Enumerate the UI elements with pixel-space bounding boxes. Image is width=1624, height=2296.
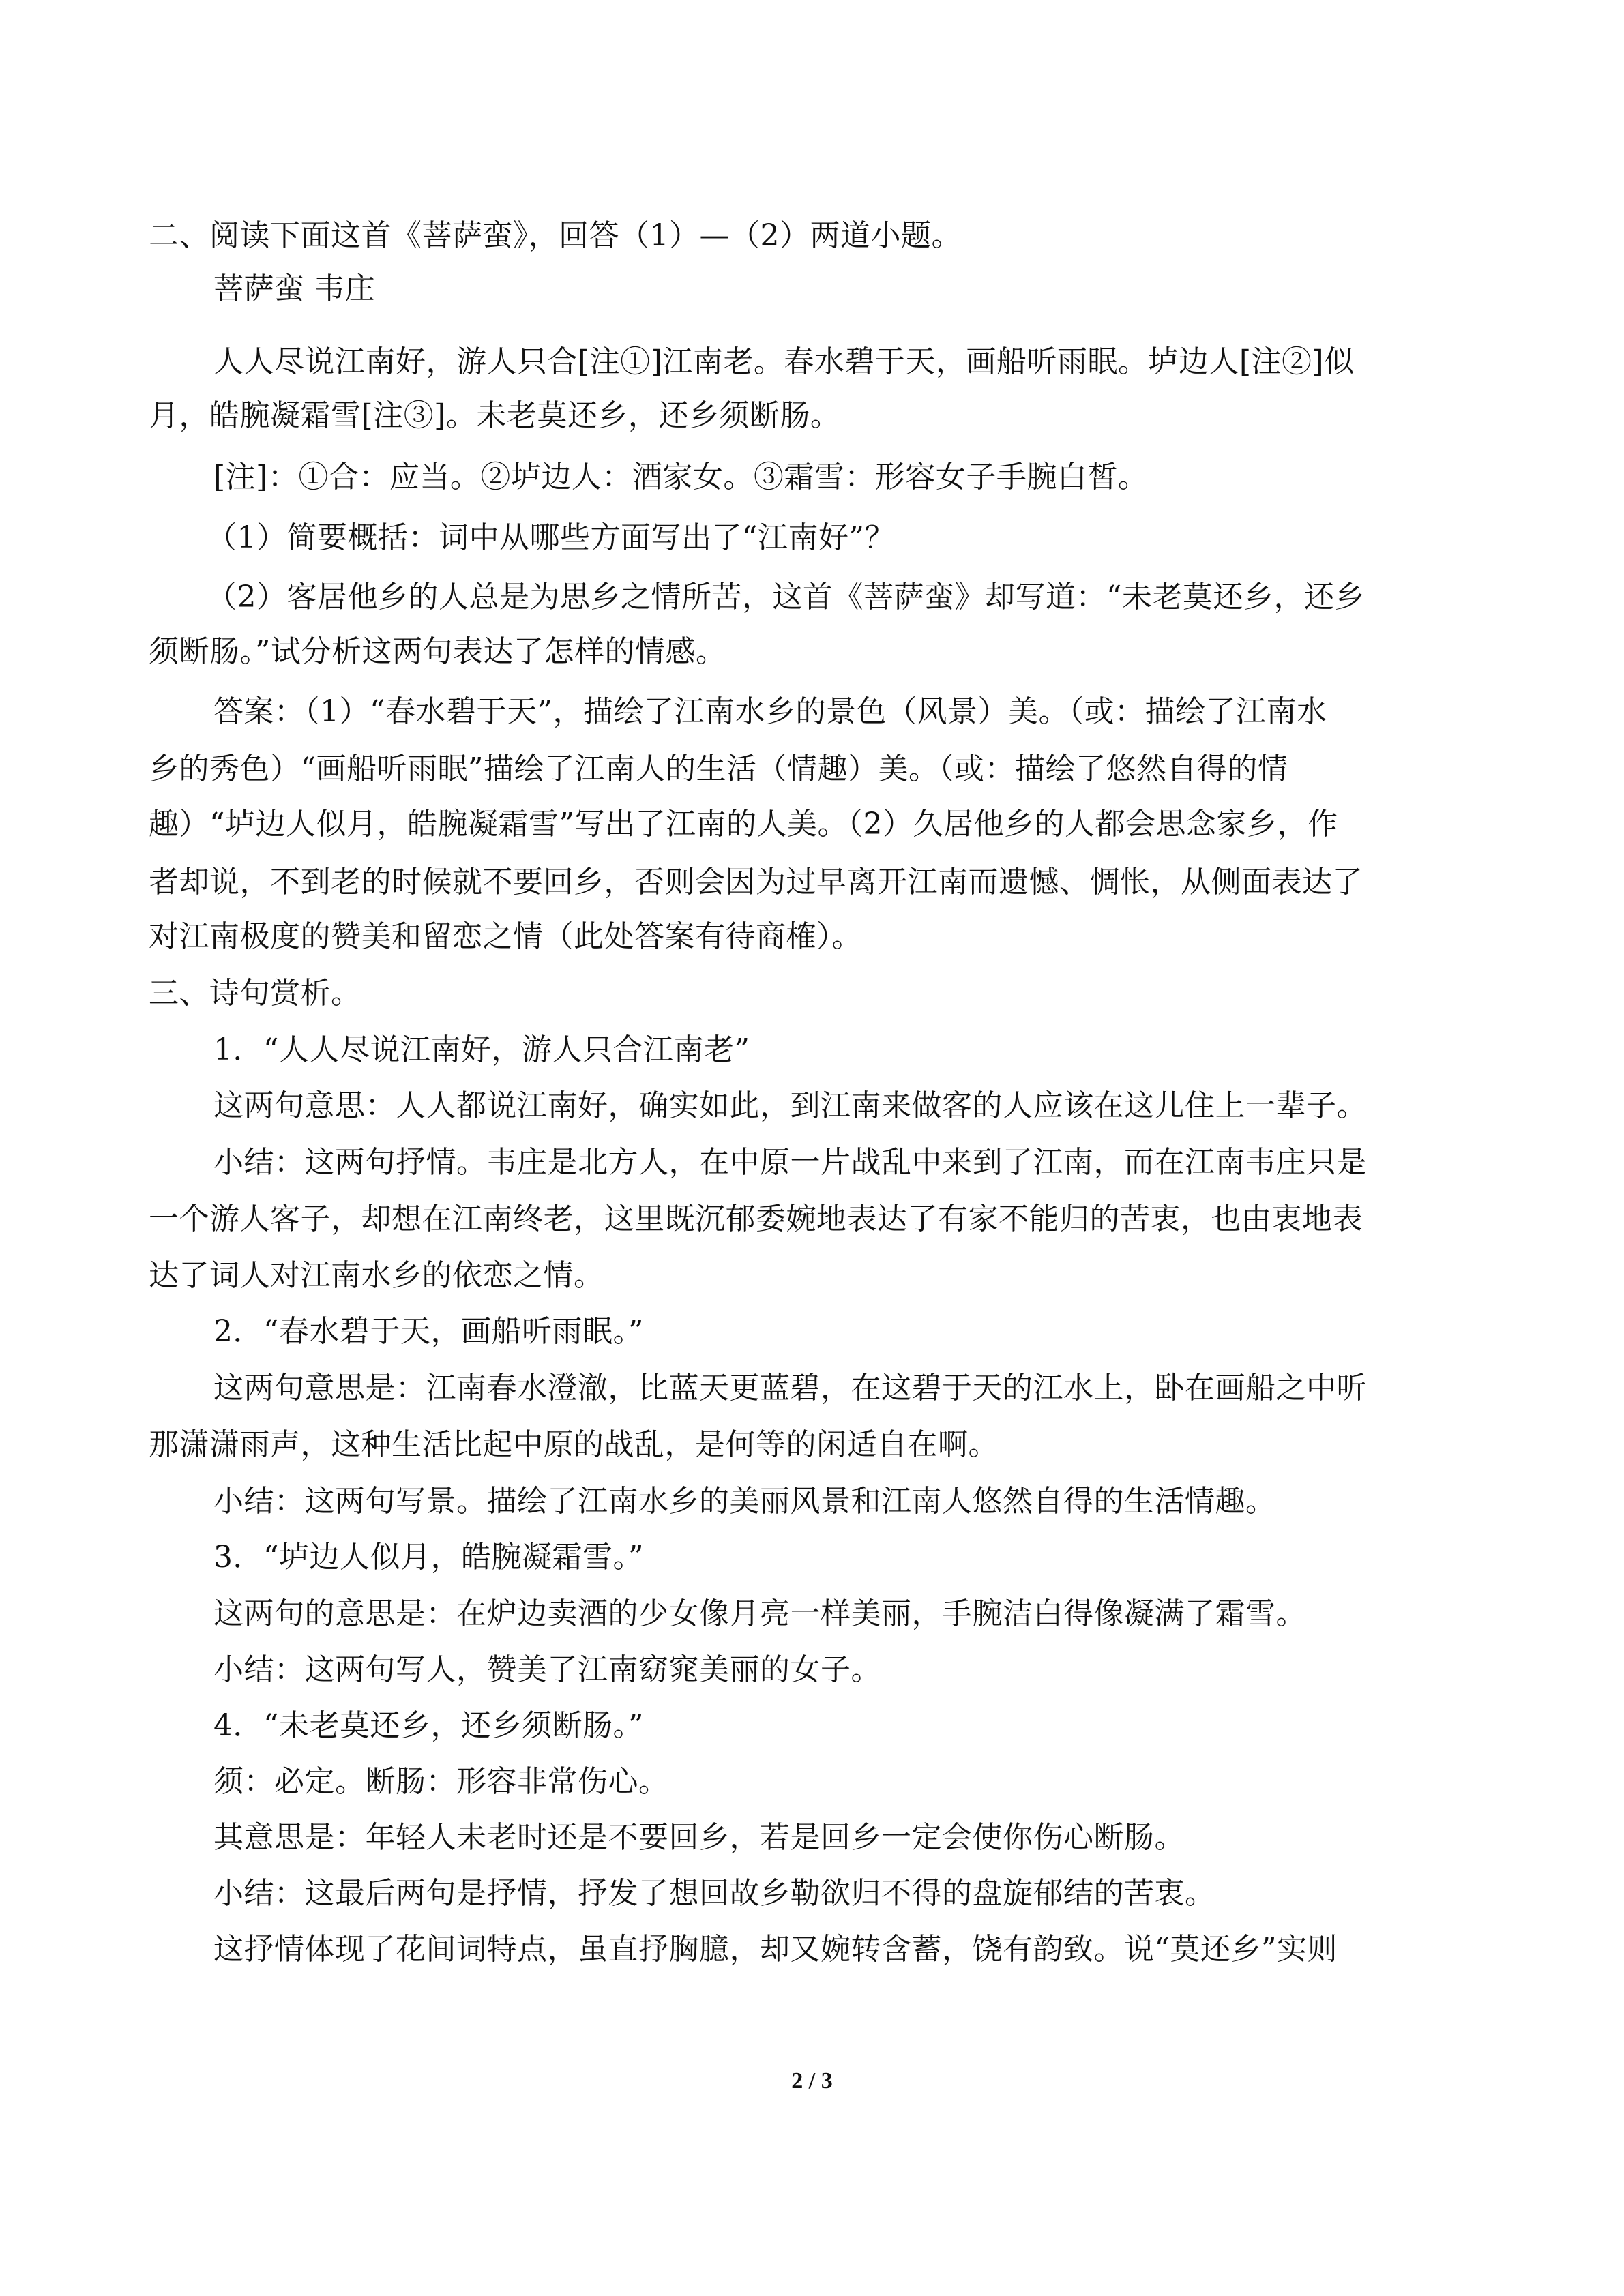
answer-line: 者却说，不到老的时候就不要回乡，否则会因为过早离开江南而遗憾、惆怅，从侧面表达了 [149, 865, 1363, 899]
item-2-meaning: 那潇潇雨声，这种生活比起中原的战乱，是何等的闲适自在啊。 [149, 1427, 999, 1462]
item-4-title: 4．“未老莫还乡，还乡须断肠。” [213, 1708, 644, 1743]
question-2-line: （2）客居他乡的人总是为思乡之情所苦，这首《菩萨蛮》却写道：“未老莫还乡，还乡 [207, 580, 1365, 614]
answer-line: 趣）“垆边人似月，皓腕凝霜雪”写出了江南的人美。（2）久居他乡的人都会思念家乡，作 [149, 807, 1338, 841]
poem-title: 菩萨蛮 韦庄 [213, 271, 375, 306]
section3-heading: 三、诗句赏析。 [149, 976, 361, 1011]
item-4-more: 这抒情体现了花间词特点，虽直抒胸臆，却又婉转含蓄，饶有韵致。说“莫还乡”实则 [213, 1932, 1338, 1967]
poem-line: 人人尽说江南好，游人只合[注①]江南老。春水碧于天，画船听雨眠。垆边人[注②]似 [213, 344, 1355, 379]
answer-line: 乡的秀色）“画船听雨眠”描绘了江南人的生活（情趣）美。（或：描绘了悠然自得的情 [149, 751, 1288, 786]
item-3-title: 3．“垆边人似月，皓腕凝霜雪。” [213, 1540, 644, 1575]
section2-heading: 二、阅读下面这首《菩萨蛮》，回答（1）—（2）两道小题。 [149, 218, 962, 253]
item-2-meaning: 这两句意思是：江南春水澄澈，比蓝天更蓝碧，在这碧于天的江水上，卧在画船之中听 [213, 1371, 1367, 1405]
answer-line: 答案：（1）“春水碧于天”，描绘了江南水乡的景色（风景）美。（或：描绘了江南水 [213, 694, 1327, 729]
item-4-gloss: 须：必定。断肠：形容非常伤心。 [213, 1764, 669, 1799]
item-1-title: 1．“人人尽说江南好，游人只合江南老” [213, 1032, 750, 1067]
item-4-summary: 小结：这最后两句是抒情，抒发了想回故乡勒欲归不得的盘旋郁结的苦衷。 [213, 1876, 1215, 1911]
page-number: 2 / 3 [791, 2068, 833, 2093]
item-3-meaning: 这两句的意思是：在炉边卖酒的少女像月亮一样美丽，手腕洁白得像凝满了霜雪。 [213, 1596, 1306, 1631]
item-1-meaning: 这两句意思：人人都说江南好，确实如此，到江南来做客的人应该在这儿住上一辈子。 [213, 1088, 1367, 1123]
poem-line: 月，皓腕凝霜雪[注③]。未老莫还乡，还乡须断肠。 [149, 398, 841, 433]
item-2-title: 2．“春水碧于天，画船听雨眠。” [213, 1314, 644, 1349]
item-4-meaning: 其意思是：年轻人未老时还是不要回乡，若是回乡一定会使你伤心断肠。 [213, 1820, 1185, 1855]
answer-line: 对江南极度的赞美和留恋之情（此处答案有待商榷）。 [149, 919, 862, 954]
item-2-summary: 小结：这两句写景。描绘了江南水乡的美丽风景和江南人悠然自得的生活情趣。 [213, 1484, 1276, 1519]
item-3-summary: 小结：这两句写人，赞美了江南窈窕美丽的女子。 [213, 1652, 881, 1687]
poem-notes: [注]：①合：应当。②垆边人：酒家女。③霜雪：形容女子手腕白皙。 [213, 460, 1149, 494]
item-1-summary: 一个游人客子，却想在江南终老，这里既沉郁委婉地表达了有家不能归的苦衷，也由衷地表 [149, 1202, 1363, 1236]
question-1: （1）简要概括：词中从哪些方面写出了“江南好”？ [207, 520, 895, 555]
item-1-summary: 达了词人对江南水乡的依恋之情。 [149, 1258, 604, 1293]
item-1-summary: 小结：这两句抒情。韦庄是北方人，在中原一片战乱中来到了江南，而在江南韦庄只是 [213, 1145, 1367, 1180]
question-2-line: 须断肠。”试分析这两句表达了怎样的情感。 [149, 634, 726, 669]
